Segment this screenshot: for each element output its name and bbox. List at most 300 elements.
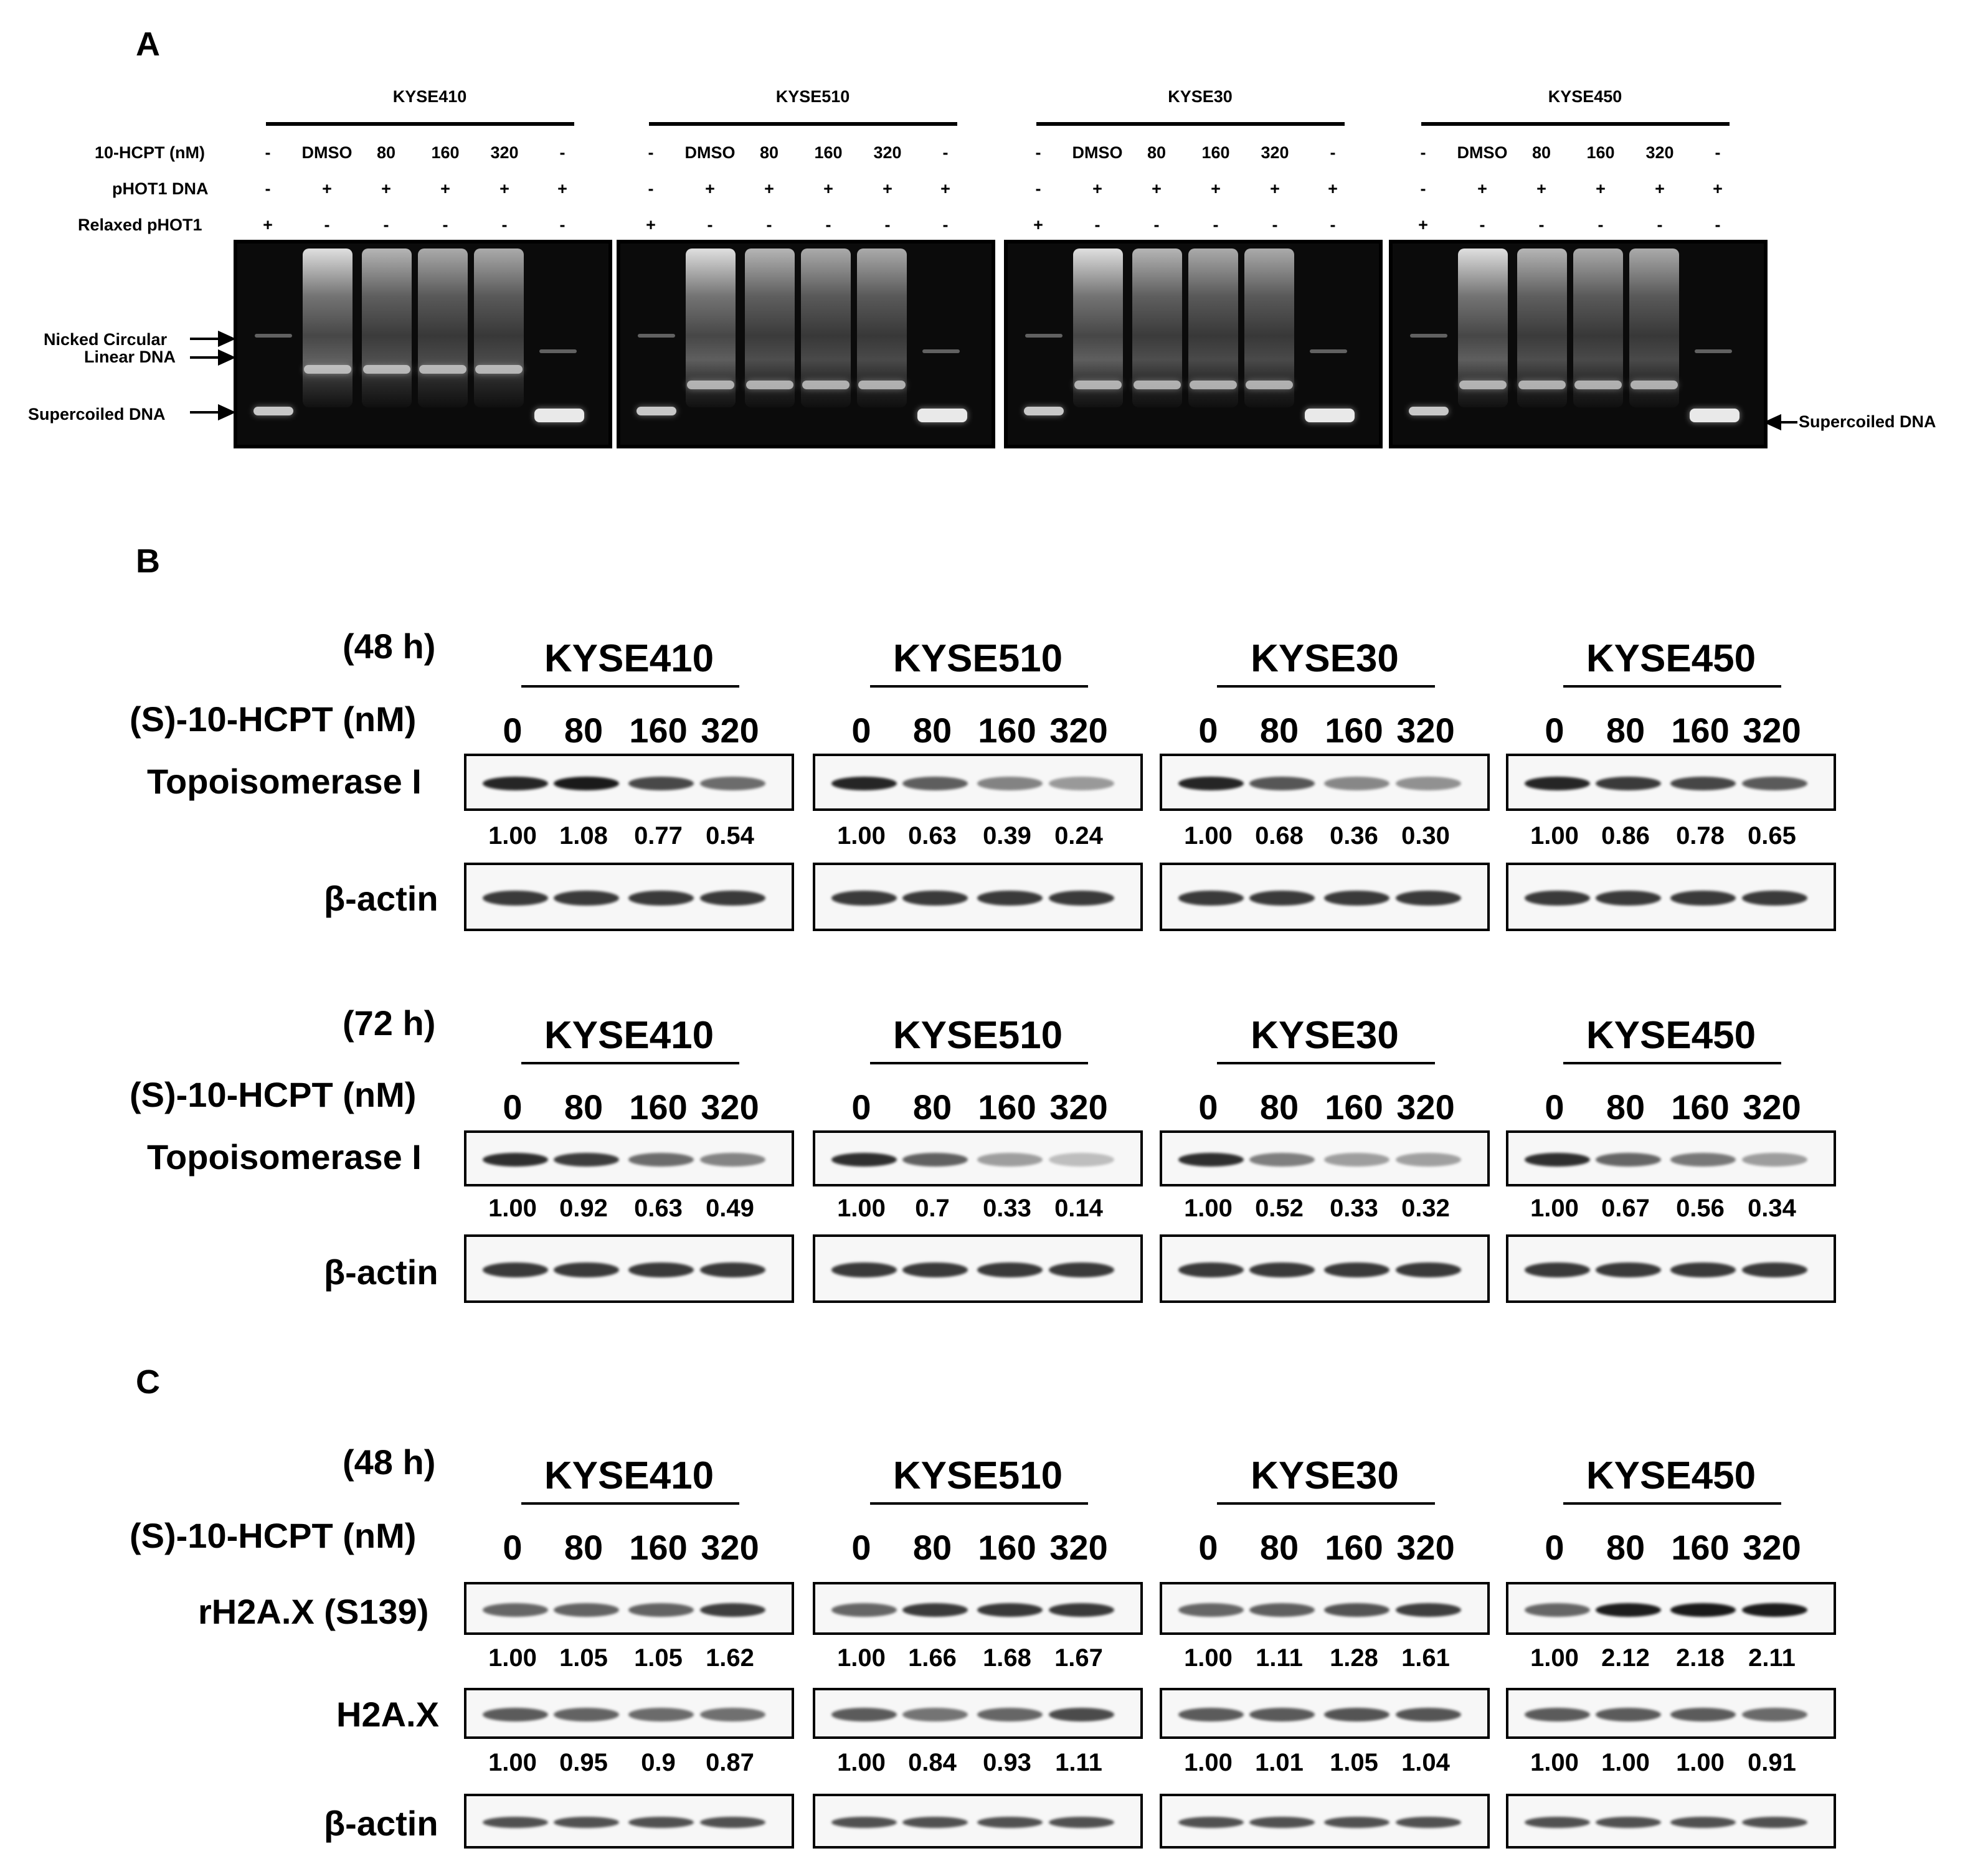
b48-topo-blot-2-band-3 (1396, 777, 1461, 790)
c-cell-line-3: KYSE450 (1586, 1454, 1756, 1497)
c-rh2ax-value-0-3: 1.62 (706, 1644, 754, 1672)
c-h2ax-value-0-3: 0.87 (706, 1749, 754, 1776)
b48-topo-value-2-0: 1.00 (1184, 822, 1233, 850)
b72-actin-blot-3 (1506, 1234, 1836, 1303)
gel-1-relaxed_row-4: - (884, 215, 891, 234)
b48-topo-blot-0-band-0 (483, 777, 548, 790)
gel-0-lane-0-supercoiled (253, 407, 293, 415)
c-cell-line-2: KYSE30 (1251, 1454, 1399, 1497)
b72-topo-blot-0 (464, 1130, 794, 1186)
b72-topo-blot-0-band-3 (700, 1153, 765, 1167)
c-rh2ax-blot-3 (1506, 1582, 1836, 1635)
gel-3-relaxed_row-5: - (1715, 215, 1721, 234)
b72-topo-blot-0-band-0 (483, 1153, 548, 1167)
c-rh2ax-blot-3-band-0 (1525, 1603, 1590, 1617)
b72-actin-blot-2 (1160, 1234, 1490, 1303)
c-h2ax-blot-2-band-2 (1324, 1708, 1389, 1721)
c-rh2ax-blot-1-band-3 (1049, 1603, 1114, 1617)
gel-2-phot1_row-4: + (1270, 179, 1280, 198)
b72-lane-0-0: 0 (503, 1087, 523, 1127)
gel-1-conc_row-0: - (648, 143, 654, 162)
b48-actin-blot-3-band-0 (1525, 891, 1590, 906)
gel-2-relaxed_row-5: - (1330, 215, 1336, 234)
gel-2-conc_row-3: 160 (1201, 143, 1230, 162)
b48-actin-blot-2-band-3 (1396, 891, 1461, 906)
c-rh2ax-value-0-0: 1.00 (488, 1644, 537, 1672)
c-actin-blot-0-band-0 (483, 1817, 548, 1828)
c-actin-blot-1-band-2 (977, 1817, 1043, 1828)
b48-actin-blot-1-band-2 (977, 891, 1043, 906)
c-h2ax-value-3-0: 1.00 (1530, 1749, 1579, 1776)
c-rh2ax-blot-2-band-2 (1324, 1603, 1389, 1617)
gel-2-phot1_row-0: - (1035, 179, 1041, 198)
c-h2ax-blot-0 (464, 1688, 794, 1739)
c-rh2ax-blot-0-band-2 (628, 1603, 694, 1617)
gel-0-relaxed_row-2: - (383, 215, 389, 234)
b72-topo-value-2-1: 0.52 (1255, 1195, 1304, 1222)
b48-topo-blot-1-band-1 (902, 777, 968, 790)
gel-2-conc_row-2: 80 (1147, 143, 1167, 162)
c-lane-0-0: 0 (503, 1528, 523, 1567)
c-rule-0 (521, 1502, 739, 1505)
treatment-label-c: (S)-10-HCPT (nM) (130, 1516, 417, 1555)
gel-3-relaxed_row-4: - (1657, 215, 1663, 234)
c-lane-3-2: 160 (1671, 1528, 1730, 1567)
b72-topo-value-2-3: 0.32 (1401, 1195, 1450, 1222)
gel-3-lane-3-band (1574, 381, 1622, 389)
gel-1-relaxed_row-1: - (707, 215, 713, 234)
b48-lane-3-0: 0 (1545, 711, 1564, 750)
gel-1-phot1_row-0: - (648, 179, 654, 198)
b72-actin-blot-2-band-0 (1178, 1262, 1244, 1277)
b72-actin-blot-1 (813, 1234, 1143, 1303)
gel-header-2: KYSE30 (1168, 87, 1233, 106)
c-h2ax-blot-0-band-1 (554, 1708, 619, 1721)
c-h2ax-value-3-2: 1.00 (1676, 1749, 1725, 1776)
b48-lane-1-2: 160 (978, 711, 1036, 750)
b48-actin-blot-3-band-2 (1670, 891, 1736, 906)
c-actin-blot-3-band-1 (1596, 1817, 1661, 1828)
c-h2ax-value-1-3: 1.11 (1055, 1749, 1102, 1776)
b72-topo-value-0-3: 0.49 (706, 1195, 754, 1222)
gel-1-phot1_row-4: + (883, 179, 892, 198)
gel-0-lane-5-nicked (539, 349, 577, 353)
b72-topo-value-1-0: 1.00 (837, 1195, 886, 1222)
b72-topo-blot-0-band-1 (554, 1153, 619, 1167)
gel-0-phot1_row-4: + (499, 179, 509, 198)
gel-header-0: KYSE410 (392, 87, 467, 106)
gel-0-phot1_row-1: + (322, 179, 332, 198)
b48-topo-blot-1-band-3 (1049, 777, 1114, 790)
gel-1-lane-4-band (858, 381, 906, 389)
b72-actin-blot-0-band-1 (554, 1262, 619, 1277)
b48-topo-value-0-2: 0.77 (634, 822, 683, 850)
gel-1-lane-3-band (802, 381, 850, 389)
b48-actin-blot-0 (464, 863, 794, 931)
c-h2ax-value-1-1: 0.84 (908, 1749, 957, 1776)
actin-label-b48: β-actin (324, 879, 438, 918)
gel-0-relaxed_row-5: - (559, 215, 566, 234)
c-actin-blot-1-band-0 (831, 1817, 897, 1828)
c-lane-0-3: 320 (701, 1528, 759, 1567)
c-h2ax-value-3-3: 0.91 (1748, 1749, 1796, 1776)
row-label-relaxed-phot1: Relaxed pHOT1 (78, 215, 202, 234)
b72-topo-blot-3-band-3 (1742, 1153, 1807, 1167)
c-rule-1 (870, 1502, 1088, 1505)
c-h2ax-blot-2-band-1 (1249, 1708, 1315, 1721)
c-cell-line-0: KYSE410 (544, 1454, 714, 1497)
c-h2ax-blot-0-band-3 (700, 1708, 765, 1721)
panel-b-label: B (136, 542, 160, 580)
c-h2ax-blot-1-band-2 (977, 1708, 1043, 1721)
b72-topo-blot-1-band-2 (977, 1153, 1043, 1167)
b72-lane-2-3: 320 (1396, 1087, 1455, 1127)
b72-rule-0 (521, 1062, 739, 1064)
gel-0-relaxed_row-4: - (501, 215, 508, 234)
b48-lane-0-2: 160 (629, 711, 688, 750)
b72-topo-value-0-2: 0.63 (634, 1195, 683, 1222)
c-actin-blot-1-band-1 (902, 1817, 968, 1828)
gel-3-relaxed_row-1: - (1479, 215, 1485, 234)
c-rule-2 (1217, 1502, 1435, 1505)
c-h2ax-blot-1-band-3 (1049, 1708, 1114, 1721)
b48-topo-blot-1-band-2 (977, 777, 1043, 790)
gel-2-conc_row-4: 320 (1261, 143, 1289, 162)
gel-1-relaxed_row-3: - (825, 215, 831, 234)
c-h2ax-value-2-0: 1.00 (1184, 1749, 1233, 1776)
b72-topo-blot-1-band-1 (902, 1153, 968, 1167)
c-rh2ax-value-2-2: 1.28 (1330, 1644, 1378, 1672)
c-actin-blot-3-band-0 (1525, 1817, 1590, 1828)
b48-topo-value-2-1: 0.68 (1255, 822, 1304, 850)
c-rh2ax-blot-2-band-3 (1396, 1603, 1461, 1617)
gel-2-lane-5-supercoiled (1305, 409, 1355, 422)
gel-2-relaxed_row-0: + (1033, 215, 1043, 234)
c-h2ax-blot-1-band-1 (902, 1708, 968, 1721)
time-48h-c: (48 h) (343, 1442, 436, 1482)
b72-lane-3-0: 0 (1545, 1087, 1564, 1127)
c-rh2ax-value-3-3: 2.11 (1748, 1644, 1796, 1672)
c-lane-3-3: 320 (1743, 1528, 1801, 1567)
b72-actin-blot-0-band-3 (700, 1262, 765, 1277)
b48-actin-blot-0-band-2 (628, 891, 694, 906)
b72-topo-blot-1-band-3 (1049, 1153, 1114, 1167)
marker-arrow-right (1763, 410, 1800, 435)
b72-topo-blot-2-band-2 (1324, 1153, 1389, 1167)
c-lane-0-2: 160 (629, 1528, 688, 1567)
b48-topo-blot-3-band-1 (1596, 777, 1661, 790)
c-actin-blot-3 (1506, 1794, 1836, 1849)
gel-1-relaxed_row-0: + (646, 215, 656, 234)
gel-2-phot1_row-3: + (1211, 179, 1221, 198)
b48-actin-blot-1-band-1 (902, 891, 968, 906)
b72-topo-blot-2-band-0 (1178, 1153, 1244, 1167)
b48-rule-3 (1563, 685, 1781, 688)
gel-1-phot1_row-3: + (823, 179, 833, 198)
b48-lane-3-3: 320 (1743, 711, 1801, 750)
gel-3-conc_row-3: 160 (1586, 143, 1615, 162)
gel-1-phot1_row-5: + (940, 179, 950, 198)
b48-topo-value-1-1: 0.63 (908, 822, 957, 850)
gel-3-lane-5-nicked (1695, 349, 1732, 353)
b48-topo-value-3-2: 0.78 (1676, 822, 1725, 850)
b48-actin-blot-1-band-3 (1049, 891, 1114, 906)
gel-3-phot1_row-1: + (1477, 179, 1487, 198)
gel-3-lane-2-band (1518, 381, 1566, 389)
b48-topo-blot-0 (464, 754, 794, 811)
b48-lane-1-3: 320 (1049, 711, 1108, 750)
b48-topo-blot-2-band-2 (1324, 777, 1389, 790)
c-h2ax-blot-3-band-1 (1596, 1708, 1661, 1721)
b72-actin-blot-3-band-1 (1596, 1262, 1661, 1277)
b48-topo-value-2-2: 0.36 (1330, 822, 1378, 850)
gel-0-lane-1-smear (303, 249, 353, 407)
b72-lane-1-1: 80 (912, 1087, 952, 1127)
c-h2ax-value-3-1: 1.00 (1601, 1749, 1650, 1776)
gel-header-1: KYSE510 (775, 87, 850, 106)
c-rh2ax-value-1-3: 1.67 (1054, 1644, 1103, 1672)
c-rh2ax-value-1-0: 1.00 (837, 1644, 886, 1672)
b72-lane-0-1: 80 (564, 1087, 604, 1127)
b48-cell-line-3: KYSE450 (1586, 637, 1756, 680)
b48-topo-value-1-3: 0.24 (1054, 822, 1103, 850)
b48-lane-2-0: 0 (1198, 711, 1218, 750)
gel-1-phot1_row-1: + (705, 179, 715, 198)
gel-3-phot1_row-4: + (1655, 179, 1665, 198)
gel-0-conc_row-0: - (265, 143, 271, 162)
c-h2ax-blot-3-band-2 (1670, 1708, 1736, 1721)
c-h2ax-blot-2 (1160, 1688, 1490, 1739)
b72-topo-blot-3-band-2 (1670, 1153, 1736, 1167)
b48-topo-blot-0-band-2 (628, 777, 694, 790)
c-lane-1-2: 160 (978, 1528, 1036, 1567)
c-lane-1-1: 80 (912, 1528, 952, 1567)
c-rule-3 (1563, 1502, 1781, 1505)
b72-topo-blot-3-band-1 (1596, 1153, 1661, 1167)
gel-2-relaxed_row-4: - (1272, 215, 1278, 234)
c-rh2ax-blot-0-band-0 (483, 1603, 548, 1617)
b72-lane-2-0: 0 (1198, 1087, 1218, 1127)
c-rh2ax-value-1-2: 1.68 (983, 1644, 1031, 1672)
c-rh2ax-value-3-1: 2.12 (1601, 1644, 1650, 1672)
b72-actin-blot-2-band-2 (1324, 1262, 1389, 1277)
b48-actin-blot-0-band-1 (554, 891, 619, 906)
gel-0-phot1_row-3: + (440, 179, 450, 198)
b72-actin-blot-3-band-2 (1670, 1262, 1736, 1277)
c-h2ax-blot-3-band-3 (1742, 1708, 1807, 1721)
panel-c-label: C (136, 1363, 160, 1401)
c-h2ax-blot-0-band-0 (483, 1708, 548, 1721)
b72-actin-blot-1-band-0 (831, 1262, 897, 1277)
gel-0-lane-2-band (363, 365, 410, 374)
c-lane-1-0: 0 (851, 1528, 871, 1567)
b48-actin-blot-2-band-2 (1324, 891, 1389, 906)
gel-header-rule-0 (266, 122, 574, 126)
c-h2ax-blot-2-band-0 (1178, 1708, 1244, 1721)
b48-lane-0-3: 320 (701, 711, 759, 750)
b48-rule-0 (521, 685, 739, 688)
c-actin-blot-2-band-0 (1178, 1817, 1244, 1828)
b48-actin-blot-2-band-0 (1178, 891, 1244, 906)
gel-2-phot1_row-2: + (1152, 179, 1162, 198)
b48-lane-2-2: 160 (1325, 711, 1383, 750)
gel-1-conc_row-2: 80 (759, 143, 779, 162)
b48-actin-blot-1-band-0 (831, 891, 897, 906)
c-h2ax-value-0-1: 0.95 (559, 1749, 608, 1776)
c-actin-blot-0-band-3 (700, 1817, 765, 1828)
c-rh2ax-blot-1-band-0 (831, 1603, 897, 1617)
gel-2-conc_row-1: DMSO (1072, 143, 1123, 162)
gel-2-lane-3-band (1190, 381, 1237, 389)
gel-3-relaxed_row-3: - (1598, 215, 1604, 234)
actin-label-c: β-actin (324, 1804, 438, 1843)
rh2ax-label: rH2A.X (S139) (198, 1592, 429, 1631)
b72-lane-2-2: 160 (1325, 1087, 1383, 1127)
b48-topo-blot-1-band-0 (831, 777, 897, 790)
c-rh2ax-value-2-1: 1.11 (1256, 1644, 1303, 1672)
gel-2-conc_row-0: - (1035, 143, 1041, 162)
gel-1-lane-1-band (687, 381, 734, 389)
gel-2-lane-4-band (1246, 381, 1293, 389)
b48-lane-2-1: 80 (1259, 711, 1299, 750)
b48-topo-value-1-0: 1.00 (837, 822, 886, 850)
b48-actin-blot-0-band-0 (483, 891, 548, 906)
b48-topo-blot-3-band-3 (1742, 777, 1807, 790)
b72-topo-blot-1 (813, 1130, 1143, 1186)
c-h2ax-blot-0-band-2 (628, 1708, 694, 1721)
gel-0-phot1_row-0: - (265, 179, 271, 198)
treatment-label-b72: (S)-10-HCPT (nM) (130, 1075, 417, 1114)
gel-2-conc_row-5: - (1330, 143, 1336, 162)
b72-topo-value-3-2: 0.56 (1676, 1195, 1725, 1222)
gel-0-conc_row-2: 80 (376, 143, 396, 162)
b48-actin-blot-2-band-1 (1249, 891, 1315, 906)
b72-topo-value-0-1: 0.92 (559, 1195, 608, 1222)
c-actin-blot-1 (813, 1794, 1143, 1849)
c-h2ax-value-1-2: 0.93 (983, 1749, 1031, 1776)
b72-lane-0-3: 320 (701, 1087, 759, 1127)
c-actin-blot-0-band-1 (554, 1817, 619, 1828)
b48-topo-blot-2 (1160, 754, 1490, 811)
c-h2ax-value-0-2: 0.9 (641, 1749, 676, 1776)
b48-topo-value-3-1: 0.86 (1601, 822, 1650, 850)
c-actin-blot-2-band-1 (1249, 1817, 1315, 1828)
gel-3-phot1_row-3: + (1596, 179, 1606, 198)
gel-3-lane-0-nicked (1410, 334, 1447, 338)
gel-1-lane-5-supercoiled (917, 409, 967, 422)
b72-rule-1 (870, 1062, 1088, 1064)
gel-1-phot1_row-2: + (764, 179, 774, 198)
c-h2ax-blot-2-band-3 (1396, 1708, 1461, 1721)
b72-topo-blot-2-band-3 (1396, 1153, 1461, 1167)
b48-actin-blot-1 (813, 863, 1143, 931)
c-actin-blot-3-band-2 (1670, 1817, 1736, 1828)
topo-label-72: Topoisomerase I (147, 1137, 422, 1177)
b72-topo-value-2-2: 0.33 (1330, 1195, 1378, 1222)
gel-3-conc_row-2: 80 (1531, 143, 1551, 162)
c-lane-3-1: 80 (1606, 1528, 1645, 1567)
c-lane-1-3: 320 (1049, 1528, 1108, 1567)
marker-linear-dna: Linear DNA (84, 348, 176, 366)
b48-lane-1-0: 0 (851, 711, 871, 750)
b72-topo-value-0-0: 1.00 (488, 1195, 537, 1222)
gel-3-phot1_row-5: + (1713, 179, 1723, 198)
row-label-10-hcpt: 10-HCPT (nM) (95, 143, 205, 162)
b72-cell-line-2: KYSE30 (1251, 1014, 1399, 1057)
c-rh2ax-blot-1 (813, 1582, 1143, 1635)
row-label-phot1-dna: pHOT1 DNA (112, 179, 209, 198)
b48-rule-1 (870, 685, 1088, 688)
b48-actin-blot-3 (1506, 863, 1836, 931)
gel-0-lane-3-smear (418, 249, 468, 407)
c-actin-blot-2-band-2 (1324, 1817, 1389, 1828)
b48-lane-3-1: 80 (1606, 711, 1645, 750)
marker-nicked-circular: Nicked Circular (44, 330, 168, 349)
c-h2ax-value-2-1: 1.01 (1255, 1749, 1304, 1776)
treatment-label-b48: (S)-10-HCPT (nM) (130, 699, 417, 739)
gel-0-lane-1-band (304, 365, 351, 374)
b72-topo-value-3-3: 0.34 (1748, 1195, 1796, 1222)
gel-0-lane-4-band (475, 365, 523, 374)
gel-image-1 (617, 240, 995, 448)
c-lane-2-3: 320 (1396, 1528, 1455, 1567)
gel-0-conc_row-1: DMSO (301, 143, 353, 162)
gel-1-conc_row-1: DMSO (684, 143, 736, 162)
gel-2-lane-2-band (1134, 381, 1181, 389)
gel-0-conc_row-5: - (559, 143, 566, 162)
c-actin-blot-2 (1160, 1794, 1490, 1849)
c-rh2ax-blot-3-band-1 (1596, 1603, 1661, 1617)
c-h2ax-value-1-0: 1.00 (837, 1749, 886, 1776)
c-rh2ax-blot-1-band-1 (902, 1603, 968, 1617)
c-cell-line-1: KYSE510 (892, 1454, 1063, 1497)
b48-topo-value-2-3: 0.30 (1401, 822, 1450, 850)
b48-topo-blot-0-band-3 (700, 777, 765, 790)
c-rh2ax-blot-2 (1160, 1582, 1490, 1635)
b48-topo-blot-0-band-1 (554, 777, 619, 790)
gel-3-conc_row-0: - (1420, 143, 1426, 162)
b72-cell-line-0: KYSE410 (544, 1014, 714, 1057)
b48-topo-blot-2-band-1 (1249, 777, 1315, 790)
gel-0-conc_row-4: 320 (490, 143, 519, 162)
c-rh2ax-blot-0-band-1 (554, 1603, 619, 1617)
b48-topo-value-0-1: 1.08 (559, 822, 608, 850)
gel-0-lane-0-nicked (255, 334, 292, 338)
gel-0-lane-4-smear (474, 249, 524, 407)
gel-1-lane-2-band (746, 381, 793, 389)
c-h2ax-blot-1 (813, 1688, 1143, 1739)
b72-actin-blot-3-band-3 (1742, 1262, 1807, 1277)
gel-0-lane-2-smear (362, 249, 412, 407)
c-lane-2-2: 160 (1325, 1528, 1383, 1567)
c-h2ax-blot-1-band-0 (831, 1708, 897, 1721)
c-actin-blot-3-band-3 (1742, 1817, 1807, 1828)
b72-cell-line-1: KYSE510 (892, 1014, 1063, 1057)
gel-header-rule-1 (649, 122, 957, 126)
c-h2ax-value-0-0: 1.00 (488, 1749, 537, 1776)
b72-topo-blot-2-band-1 (1249, 1153, 1315, 1167)
gel-0-phot1_row-5: + (557, 179, 567, 198)
b48-topo-blot-3 (1506, 754, 1836, 811)
panel-a-label: A (136, 26, 160, 63)
gel-header-3: KYSE450 (1548, 87, 1622, 106)
b72-topo-value-2-0: 1.00 (1184, 1195, 1233, 1222)
b72-topo-blot-1-band-0 (831, 1153, 897, 1167)
b72-lane-1-3: 320 (1049, 1087, 1108, 1127)
c-h2ax-blot-3-band-0 (1525, 1708, 1590, 1721)
gel-1-conc_row-3: 160 (814, 143, 843, 162)
time-48h-b: (48 h) (343, 627, 436, 666)
